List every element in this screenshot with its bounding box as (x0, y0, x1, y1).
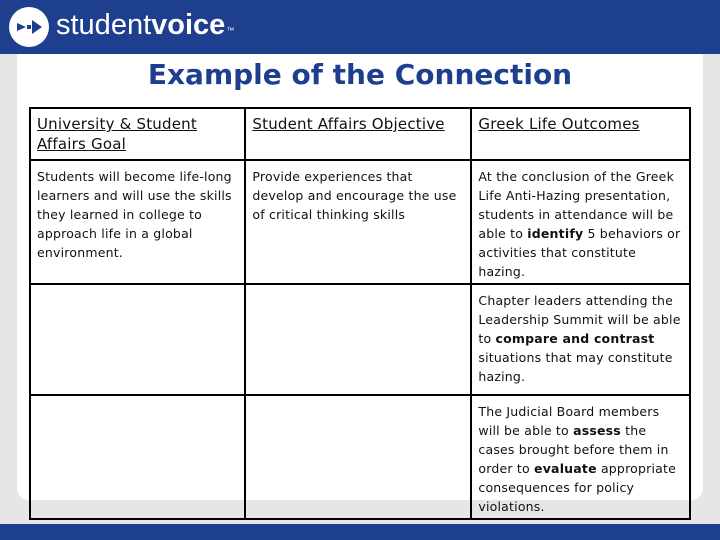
outcome-cell: Chapter leaders attending the Leadership Summit will be able to compare and contrast situations that may constitute hazing. (471, 284, 690, 395)
table-row (30, 395, 690, 519)
footer-bar (0, 524, 720, 540)
header-outcomes: Greek Life Outcomes (471, 108, 690, 160)
trademark-mark: ™ (226, 26, 235, 35)
objective-cell: Provide experiences that develop and encourage the use of critical thinking skills (245, 160, 471, 284)
goal-cell-empty (30, 395, 245, 519)
table-row (30, 160, 690, 284)
connection-table (29, 107, 691, 520)
brand-name-part2: voice (151, 9, 226, 41)
table-header-row (30, 108, 690, 160)
goal-cell-empty (30, 284, 245, 395)
brand-logo (56, 6, 234, 44)
header-bar (0, 0, 720, 54)
goal-cell: Students will become life-long learners and will use the skills they learned in college to approach life in a global environment. (30, 160, 245, 284)
outcome-cell: The Judicial Board members will be able to assess the cases brought before them in order to evaluate appropriate consequences for policy violations. (471, 395, 690, 519)
header-goal: University & Student Affairs Goal (30, 108, 245, 160)
objective-cell-empty (245, 395, 471, 519)
outcome-cell: At the conclusion of the Greek Life Anti-Hazing presentation, students in attendance will be able to identify 5 behaviors or activities that constitute hazing. (471, 160, 690, 284)
objective-cell-empty (245, 284, 471, 395)
double-arrow-icon (9, 7, 49, 47)
table-row (30, 284, 690, 395)
logo-badge (9, 7, 49, 47)
brand-name-part1: student (56, 9, 152, 41)
page-title: Example of the Connection (147, 58, 573, 91)
header-objective: Student Affairs Objective (245, 108, 471, 160)
